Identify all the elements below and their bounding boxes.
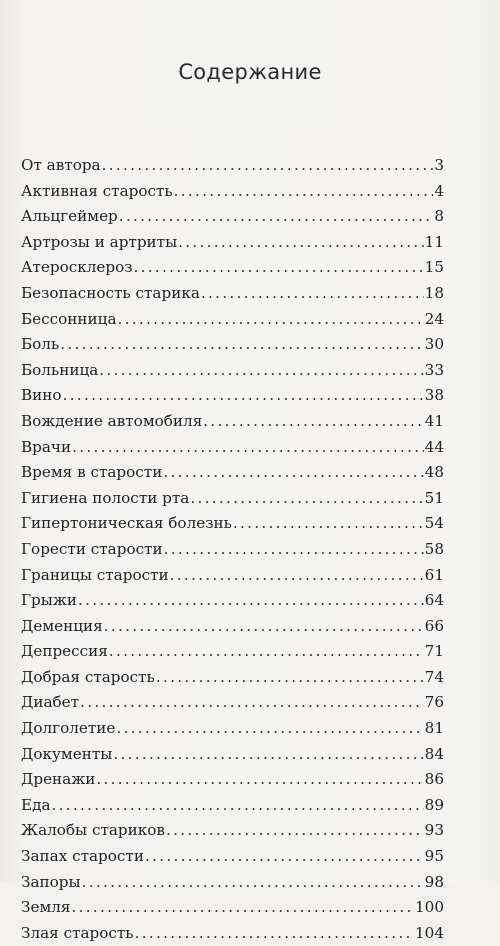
toc-entry-title: Диабет bbox=[21, 693, 80, 712]
toc-entry-title: Боль bbox=[21, 335, 60, 354]
toc-entry bbox=[21, 435, 444, 461]
toc-dot-leader bbox=[82, 870, 424, 896]
toc-entry-page-number: 74 bbox=[424, 667, 444, 686]
toc-entry-page-number: 44 bbox=[424, 437, 444, 456]
toc-dot-leader bbox=[99, 358, 423, 384]
toc-entry bbox=[21, 486, 444, 512]
toc-entry-page-number: 11 bbox=[424, 232, 444, 251]
toc-entry bbox=[21, 793, 444, 819]
toc-entry bbox=[21, 588, 444, 614]
toc-dot-leader bbox=[135, 921, 414, 946]
toc-entry-page-number: 48 bbox=[424, 463, 444, 482]
toc-entry bbox=[21, 358, 444, 384]
toc-dot-leader bbox=[109, 639, 424, 665]
toc-entry bbox=[21, 639, 444, 665]
toc-entry bbox=[21, 409, 444, 435]
toc-entry bbox=[21, 563, 444, 589]
toc-entry-title: Безопасность старика bbox=[21, 283, 200, 302]
toc-entry-page-number: 15 bbox=[424, 258, 444, 277]
toc-dot-leader bbox=[72, 895, 415, 921]
toc-entry-title: Грыжи bbox=[21, 591, 77, 610]
toc-entry-page-number: 38 bbox=[424, 386, 444, 405]
toc-entry-page-number: 95 bbox=[424, 847, 444, 866]
toc-entry-title: Документы bbox=[21, 744, 113, 763]
toc-dot-leader bbox=[104, 614, 424, 640]
toc-entry-title: Горести старости bbox=[21, 539, 163, 558]
toc-entry bbox=[21, 921, 444, 946]
toc-dot-leader bbox=[166, 818, 424, 844]
toc-dot-leader bbox=[113, 742, 423, 768]
toc-dot-leader bbox=[233, 511, 424, 537]
toc-entry bbox=[21, 690, 444, 716]
toc-entry bbox=[21, 281, 444, 307]
toc-entry bbox=[21, 716, 444, 742]
toc-entry-title: Долголетие bbox=[21, 719, 116, 738]
toc-entry-page-number: 33 bbox=[424, 360, 444, 379]
toc-entry bbox=[21, 742, 444, 768]
toc-entry-title: Больница bbox=[21, 360, 99, 379]
toc-dot-leader bbox=[164, 537, 424, 563]
toc-entry bbox=[21, 230, 444, 256]
toc-entry-page-number: 93 bbox=[424, 821, 444, 840]
toc-entry-page-number: 71 bbox=[424, 642, 444, 661]
toc-entry-page-number: 58 bbox=[424, 539, 444, 558]
toc-dot-leader bbox=[145, 844, 424, 870]
toc-entry bbox=[21, 204, 444, 230]
toc-entry-title: Время в старости bbox=[21, 463, 163, 482]
toc-entry-title: Земля bbox=[21, 898, 71, 917]
toc-entry-title: Запах старости bbox=[21, 847, 144, 866]
toc-dot-leader bbox=[174, 179, 434, 205]
toc-entry-title: Вино bbox=[21, 386, 62, 405]
toc-entry-page-number: 51 bbox=[424, 488, 444, 507]
toc-entry-page-number: 76 bbox=[424, 693, 444, 712]
toc-entry-title: От автора bbox=[21, 156, 101, 174]
toc-entry-page-number: 41 bbox=[424, 411, 444, 430]
toc-entry bbox=[21, 153, 444, 179]
toc-entry bbox=[21, 895, 444, 921]
toc-dot-leader bbox=[201, 281, 424, 307]
toc-entry-page-number: 98 bbox=[424, 872, 444, 891]
toc-entry-title: Деменция bbox=[21, 616, 103, 635]
toc-entry-title: Жалобы стариков bbox=[21, 821, 165, 840]
toc-entry-title: Злая старость bbox=[21, 923, 134, 942]
toc-entry-page-number: 3 bbox=[434, 156, 444, 174]
toc-entry-page-number: 81 bbox=[424, 719, 444, 738]
toc-entry-page-number: 66 bbox=[424, 616, 444, 635]
toc-entry-title: Дренажи bbox=[21, 770, 96, 789]
toc-entry bbox=[21, 665, 444, 691]
toc-dot-leader bbox=[116, 716, 423, 742]
toc-entry-page-number: 18 bbox=[424, 283, 444, 302]
toc-dot-leader bbox=[203, 409, 423, 435]
toc-dot-leader bbox=[190, 486, 423, 512]
toc-entry-title: Гипертоническая болезнь bbox=[21, 514, 232, 533]
toc-entry-title: Вождение автомобиля bbox=[21, 411, 203, 430]
toc-entry-title: Артрозы и артриты bbox=[21, 232, 178, 251]
toc-dot-leader bbox=[52, 793, 424, 819]
toc-entry bbox=[21, 460, 444, 486]
toc-dot-leader bbox=[102, 153, 434, 179]
page-title: Содержание bbox=[178, 60, 322, 84]
toc-entry bbox=[21, 537, 444, 563]
toc-entry bbox=[21, 844, 444, 870]
toc-dot-leader bbox=[80, 690, 424, 716]
toc-entry-title: Еда bbox=[21, 795, 51, 814]
toc-dot-leader bbox=[96, 767, 423, 793]
toc-entry-page-number: 8 bbox=[434, 207, 444, 226]
toc-entry bbox=[21, 179, 444, 205]
toc-entry-title: Врачи bbox=[21, 437, 72, 456]
toc-entry bbox=[21, 870, 444, 896]
toc-entry-page-number: 24 bbox=[424, 309, 444, 328]
toc-entry-title: Активная старость bbox=[21, 181, 173, 200]
table-of-contents bbox=[21, 153, 444, 946]
toc-entry bbox=[21, 511, 444, 537]
toc-entry bbox=[21, 307, 444, 333]
toc-entry bbox=[21, 332, 444, 358]
toc-entry-page-number: 84 bbox=[424, 744, 444, 763]
toc-entry bbox=[21, 614, 444, 640]
toc-dot-leader bbox=[156, 665, 424, 691]
toc-entry-title: Альцгеймер bbox=[21, 207, 118, 226]
toc-dot-leader bbox=[72, 435, 424, 461]
toc-entry-page-number: 86 bbox=[424, 770, 444, 789]
toc-dot-leader bbox=[60, 332, 423, 358]
toc-dot-leader bbox=[63, 383, 424, 409]
toc-entry-title: Запоры bbox=[21, 872, 81, 891]
toc-entry bbox=[21, 383, 444, 409]
toc-entry-title: Добрая старость bbox=[21, 667, 155, 686]
toc-entry bbox=[21, 767, 444, 793]
toc-entry-page-number: 89 bbox=[424, 795, 444, 814]
toc-dot-leader bbox=[134, 255, 424, 281]
toc-entry-title: Атеросклероз bbox=[21, 258, 133, 277]
toc-dot-leader bbox=[119, 204, 434, 230]
toc-dot-leader bbox=[118, 307, 424, 333]
toc-entry-page-number: 54 bbox=[424, 514, 444, 533]
toc-entry-page-number: 100 bbox=[415, 898, 444, 917]
toc-entry-page-number: 61 bbox=[424, 565, 444, 584]
toc-entry bbox=[21, 818, 444, 844]
toc-entry-title: Гигиена полости рта bbox=[21, 488, 190, 507]
toc-dot-leader bbox=[170, 563, 424, 589]
toc-entry-title: Границы старости bbox=[21, 565, 169, 584]
toc-entry-title: Бессонница bbox=[21, 309, 117, 328]
toc-dot-leader bbox=[78, 588, 424, 614]
toc-entry-page-number: 4 bbox=[434, 181, 444, 200]
toc-dot-leader bbox=[163, 460, 423, 486]
toc-entry-page-number: 104 bbox=[415, 923, 444, 942]
toc-entry-page-number: 64 bbox=[424, 591, 444, 610]
toc-entry bbox=[21, 255, 444, 281]
toc-entry-title: Депрессия bbox=[21, 642, 108, 661]
toc-entry-page-number: 30 bbox=[424, 335, 444, 354]
toc-dot-leader bbox=[178, 230, 424, 256]
